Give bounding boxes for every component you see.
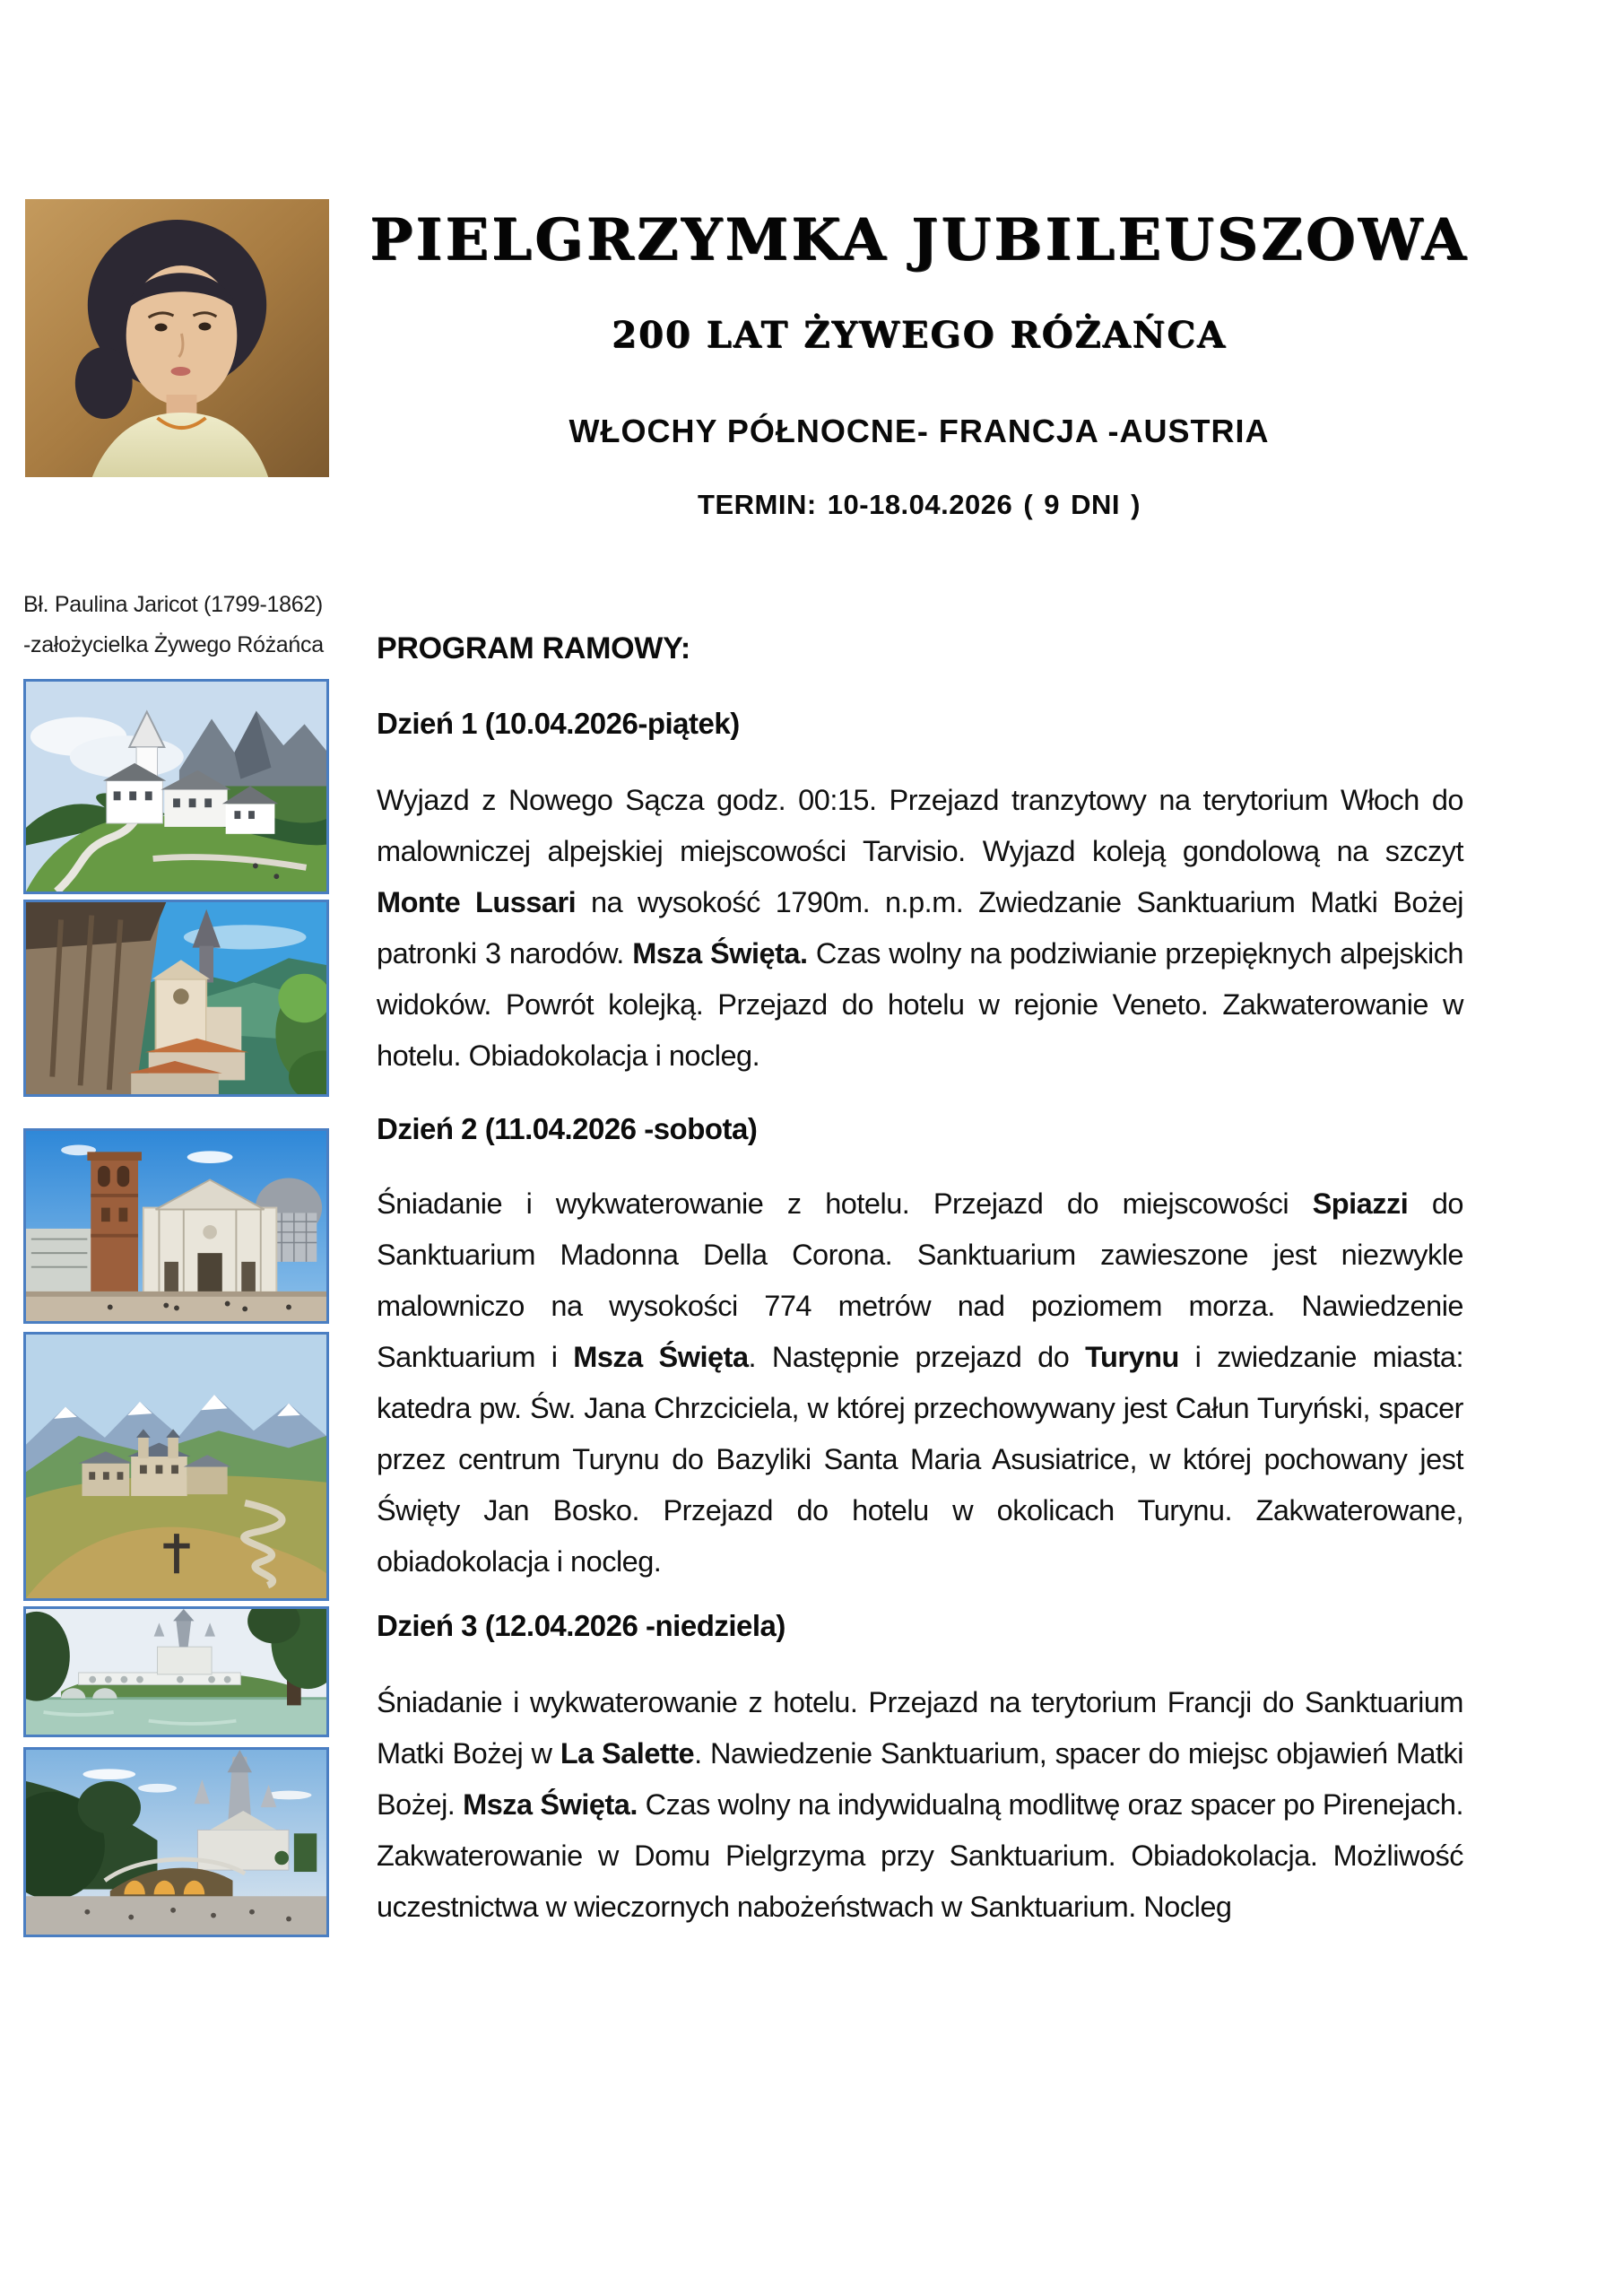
text-segment: Wyjazd z Nowego Sącza godz. 00:15. Przejazd tranzytowy na terytorium Włoch do malowniczej alpejskiej miejscowości Tarvisio. Wyjazd koleją gondolową na szczyt: [377, 784, 1463, 867]
portrait-illustration: [25, 199, 329, 477]
lourdes-evening-illustration: [26, 1750, 326, 1935]
bold-text-segment: Msza Święta.: [632, 937, 808, 970]
page-subtitle: 200 LAT ŻYWEGO RÓŻAŃCA: [612, 314, 1227, 356]
photo-la-salette-sanctuary: [23, 1332, 329, 1601]
bold-text-segment: Spiazzi: [1312, 1187, 1409, 1220]
route-line: WŁOCHY PÓŁNOCNE- FRANCJA -AUSTRIA: [568, 413, 1270, 449]
bold-text-segment: La Salette: [560, 1737, 695, 1770]
day-2-title: Dzień 2 (11.04.2026 -sobota): [377, 1112, 758, 1145]
page-title: PIELGRZYMKA JUBILEUSZOWA: [369, 206, 1469, 274]
day-1-paragraph: [377, 775, 1463, 1082]
day-2-paragraph: [377, 1178, 1463, 1587]
term-line: TERMIN: 10-18.04.2026 ( 9 DNI ): [698, 489, 1141, 520]
day-1-title: Dzień 1 (10.04.2026-piątek): [377, 707, 740, 740]
photo-monte-lussari: [23, 679, 329, 894]
madonna-della-corona-illustration: [26, 902, 326, 1094]
portrait-caption-line2: -założycielka Żywego Różańca: [23, 632, 324, 657]
bold-text-segment: Msza Święta: [573, 1341, 749, 1373]
portrait-paulina-jaricot-photo: [25, 199, 329, 477]
text-segment: Śniadanie i wykwaterowanie z hotelu. Przejazd do miejscowości: [377, 1187, 1313, 1220]
turin-cathedral-illustration: [26, 1131, 326, 1321]
bold-text-segment: Turynu: [1085, 1341, 1179, 1373]
monte-lussari-illustration: [26, 682, 326, 891]
lourdes-river-illustration: [26, 1609, 326, 1735]
day-3-title: Dzień 3 (12.04.2026 -niedziela): [377, 1609, 785, 1642]
program-heading: PROGRAM RAMOWY:: [377, 631, 690, 665]
la-salette-illustration: [26, 1335, 326, 1598]
photo-turin-cathedral: [23, 1128, 329, 1324]
text-segment: i zwiedzanie miasta: katedra pw. Św. Jana Chrzciciela, w której przechowywany jest Całun Turyński, spacer przez centrum Turynu do Bazyliki Santa Maria Asusiatrice, w której pochowany jest Święty Jan Bosko. Przejazd do hotelu w okolicach Turynu. Zakwaterowane, obiadokolacja i nocleg.: [377, 1341, 1463, 1578]
bold-text-segment: Monte Lussari: [377, 886, 577, 918]
text-segment: Czas wolny na podziwianie przepięknych alpejskich widoków. Powrót kolejką. Przejazd do hotelu w rejonie Veneto. Zakwaterowanie w hotelu. Obiadokolacja i nocleg.: [377, 937, 1463, 1072]
text-segment: Czas wolny na indywidualną modlitwę oraz spacer po Pirenejach. Zakwaterowanie w Domu Pielgrzyma przy Sanktuarium. Obiadokolacja. Możliwość uczestnictwa w wieczornych nabożeństwach w Sanktuarium. Nocleg: [377, 1788, 1463, 1923]
portrait-caption: [23, 585, 355, 665]
text-segment: . Nawiedzenie Sanktuarium, spacer do miejsc objawień Matki Bożej.: [377, 1737, 1463, 1821]
day-3-paragraph: [377, 1677, 1463, 1933]
text-segment: Śniadanie i wykwaterowanie z hotelu. Przejazd na terytorium Francji do Sanktuarium Matki Bożej w: [377, 1686, 1463, 1770]
photo-lourdes-basilica-evening: [23, 1747, 329, 1937]
text-segment: do Sanktuarium Madonna Della Corona. Sanktuarium zawieszone jest niezwykle malowniczo na wysokości 774 metrów nad poziomem morza. Nawiedzenie Sanktuarium i: [377, 1187, 1463, 1373]
bold-text-segment: Msza Święta.: [463, 1788, 638, 1821]
photo-madonna-della-corona: [23, 900, 329, 1097]
portrait-caption-line1: Bł. Paulina Jaricot (1799-1862): [23, 592, 323, 617]
text-segment: na wysokość 1790m. n.p.m. Zwiedzanie Sanktuarium Matki Bożej patronki 3 narodów.: [377, 886, 1463, 970]
photo-lourdes-river-view: [23, 1606, 329, 1737]
text-segment: . Następnie przejazd do: [748, 1341, 1086, 1373]
